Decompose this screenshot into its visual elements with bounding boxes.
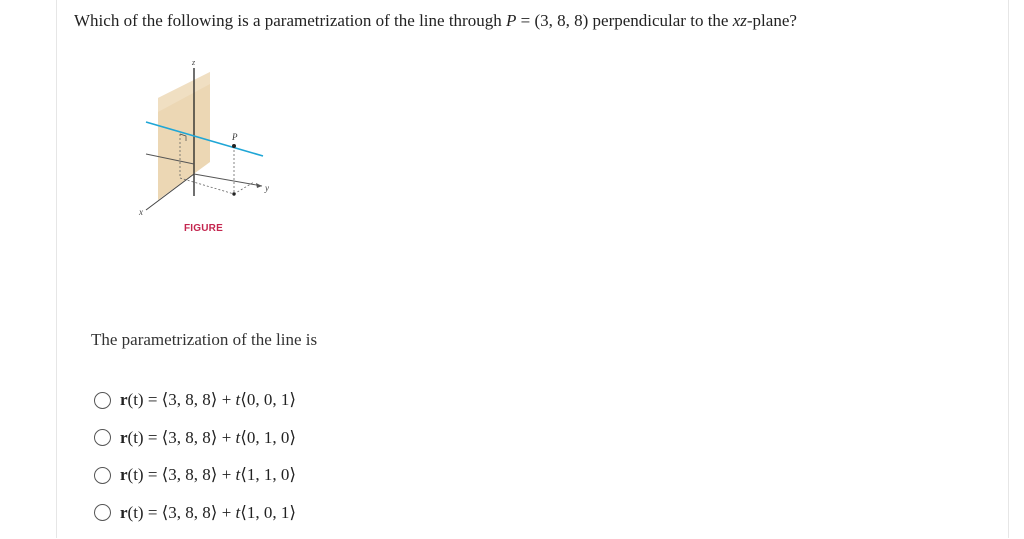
option-t: t [235, 427, 241, 447]
option-lhs: (t) = ⟨3, 8, 8⟩ + [127, 502, 236, 522]
option-lhs: (t) = ⟨3, 8, 8⟩ + [127, 427, 236, 447]
dashed-base [180, 178, 234, 194]
answer-prompt: The parametrization of the line is [91, 330, 318, 349]
option-vector: ⟨1, 1, 0⟩ [240, 465, 297, 484]
label-x: x [139, 207, 143, 217]
radio-button[interactable] [94, 504, 111, 521]
radio-button[interactable] [94, 429, 111, 446]
figure-caption: FIGURE [184, 223, 223, 234]
option-r: r [120, 502, 128, 522]
point-p [232, 144, 236, 148]
question-plane-var: xz [732, 11, 747, 30]
option-r: r [120, 427, 128, 447]
option-label [120, 428, 296, 448]
option-label [120, 503, 296, 523]
answer-options [94, 389, 296, 539]
option-vector: ⟨0, 0, 1⟩ [240, 390, 297, 409]
label-p: P [232, 132, 238, 142]
figure-diagram [136, 54, 276, 244]
option-3[interactable] [94, 464, 296, 486]
option-lhs: (t) = ⟨3, 8, 8⟩ + [127, 465, 236, 484]
option-2[interactable] [94, 427, 296, 449]
radio-button[interactable] [94, 467, 111, 484]
option-lhs: (t) = ⟨3, 8, 8⟩ + [127, 390, 236, 409]
option-vector: ⟨1, 0, 1⟩ [240, 502, 297, 522]
option-label [120, 390, 296, 410]
option-t: t [235, 502, 241, 522]
radio-button[interactable] [94, 392, 111, 409]
option-vector: ⟨0, 1, 0⟩ [240, 427, 297, 447]
question-point-var: P [505, 11, 517, 30]
label-z: z [192, 58, 196, 67]
question-text [74, 10, 797, 32]
option-label [120, 465, 296, 485]
option-t: t [235, 465, 241, 484]
figure-svg [136, 54, 276, 244]
option-t: t [235, 390, 241, 409]
option-r: r [120, 390, 128, 409]
option-1[interactable] [94, 389, 296, 411]
question-suffix: -plane? [746, 11, 797, 30]
y-axis [194, 174, 262, 186]
question-prefix: Which of the following is a parametrization of the line through [74, 11, 506, 30]
label-y: y [265, 183, 269, 193]
question-equals: = (3, 8, 8) perpendicular to the [516, 11, 733, 30]
option-4[interactable] [94, 502, 296, 524]
point-p-projection [232, 192, 235, 195]
option-r: r [120, 465, 128, 484]
